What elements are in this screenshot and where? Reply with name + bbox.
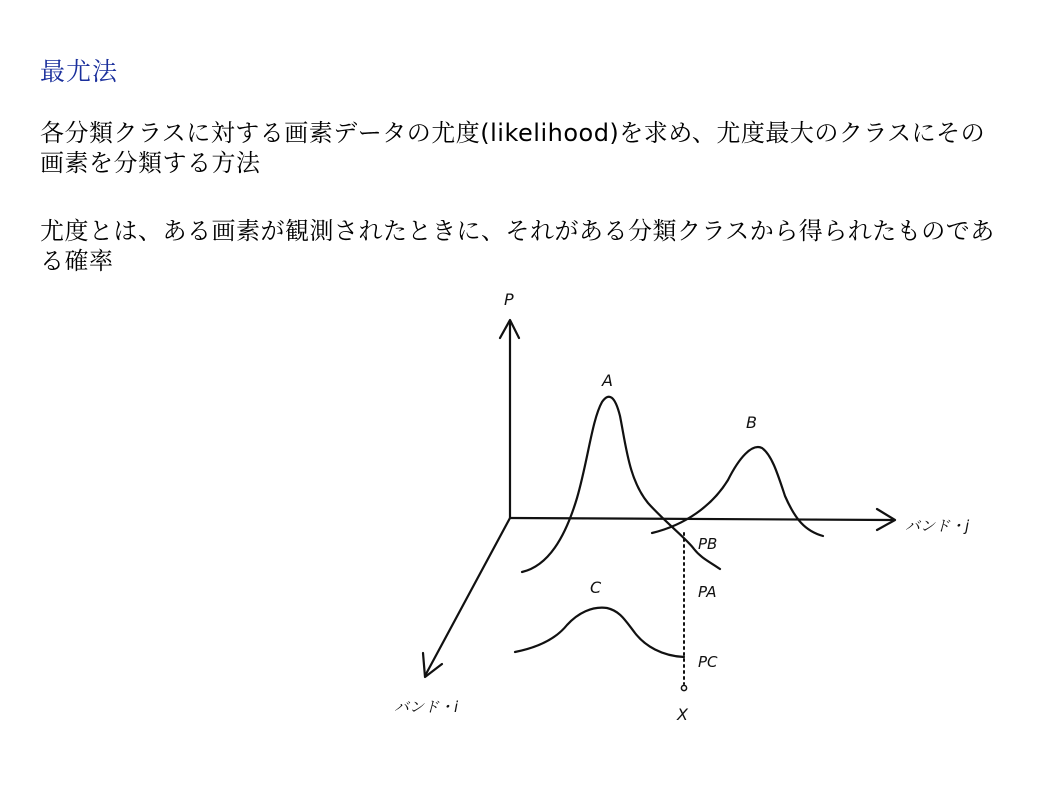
curve-c bbox=[515, 608, 684, 657]
x-point-marker bbox=[681, 685, 686, 690]
band-j-axis bbox=[510, 518, 893, 520]
slide-title: 最尤法 bbox=[40, 57, 119, 86]
band-j-label: バンド・j bbox=[905, 517, 970, 535]
x-label: X bbox=[677, 705, 688, 724]
band-i-axis bbox=[426, 518, 510, 674]
curve-b-label: B bbox=[746, 413, 757, 432]
likelihood-paragraph: 尤度とは、ある画素が観測されたときに、それがある分類クラスから得られたものである確率 bbox=[40, 217, 995, 275]
pc-label: PC bbox=[698, 653, 718, 671]
pa-label: PA bbox=[698, 583, 717, 601]
definition-paragraph: 各分類クラスに対する画素データの尤度(likelihood)を求め、尤度最大のクラスにその画素を分類する方法 bbox=[40, 119, 986, 177]
pb-label: PB bbox=[698, 535, 718, 553]
curve-a-label: A bbox=[602, 371, 613, 390]
curve-b bbox=[652, 447, 823, 536]
p-axis-label: P bbox=[504, 290, 514, 309]
curve-c-label: C bbox=[590, 578, 602, 597]
band-i-label: バンド・i bbox=[394, 698, 459, 716]
curve-a bbox=[522, 397, 720, 572]
